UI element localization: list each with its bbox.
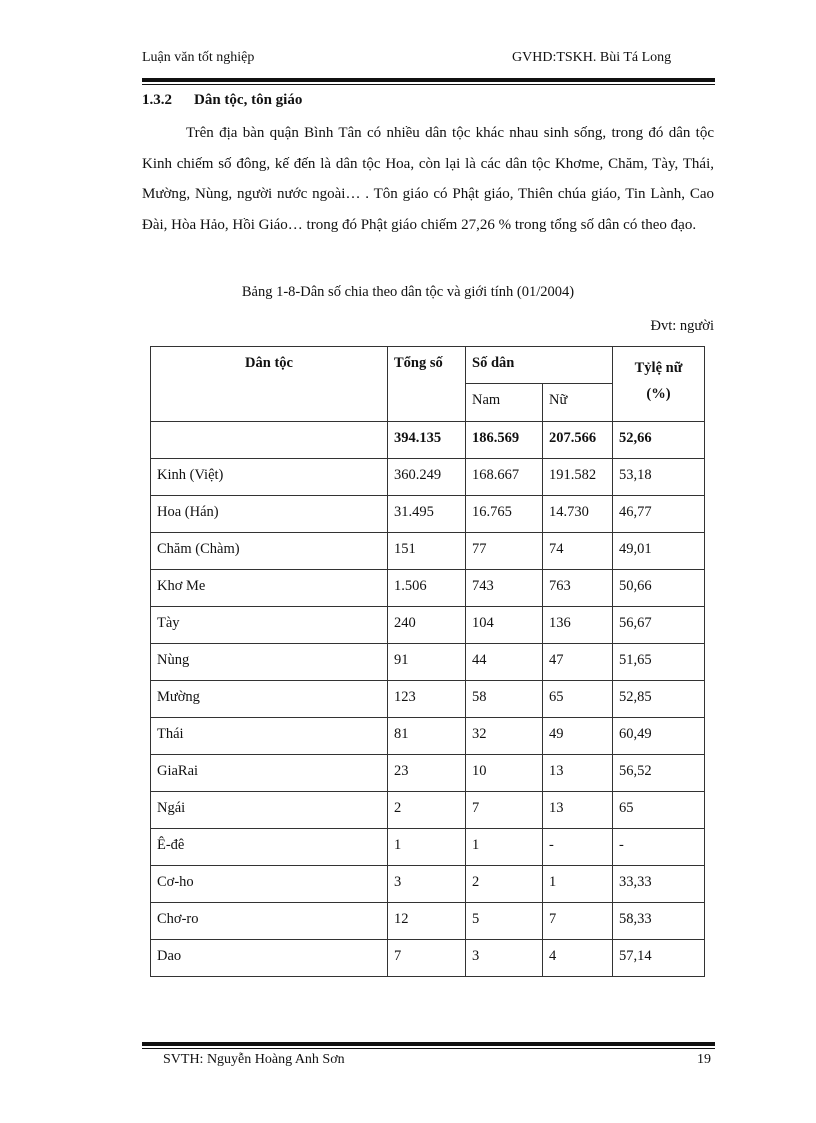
body-paragraph: Trên địa bàn quận Bình Tân có nhiều dân tộc khác nhau sinh sống, trong đó dân tộc Kinh chiếm số đông, kế đến là dân tộc Hoa, còn lại là các dân tộc Khơme, Chăm, Tày, Thái, Mường, Nùng, người nước ngoài… . Tôn giáo có Phật giáo, Thiên chúa giáo, Tin Lành, Cao Đài, Hòa Hảo, Hồi Giáo… trong đó Phật giáo chiếm 27,26 % trong tổng số dân có theo đạo. xyxy=(142,125,714,233)
cell-male: 3 xyxy=(466,940,543,977)
cell-ethnic: Dao xyxy=(151,940,388,977)
section-heading xyxy=(142,92,302,109)
cell-total: 7 xyxy=(388,940,466,977)
cell-female: 13 xyxy=(543,755,613,792)
cell-total: 360.249 xyxy=(388,459,466,496)
table-row xyxy=(151,792,705,829)
cell-total: 123 xyxy=(388,681,466,718)
cell-total: 2 xyxy=(388,792,466,829)
table-row xyxy=(151,570,705,607)
section-number: 1.3.2 xyxy=(142,92,172,108)
footer-student: SVTH: Nguyễn Hoàng Anh Sơn xyxy=(163,1052,345,1067)
cell-total-female: 207.566 xyxy=(543,422,613,459)
cell-ethnic: Cơ-ho xyxy=(151,866,388,903)
table-row xyxy=(151,681,705,718)
population-table xyxy=(150,346,705,977)
header-rule-thin xyxy=(142,84,715,85)
cell-male: 2 xyxy=(466,866,543,903)
cell-ethnic: Ê-đê xyxy=(151,829,388,866)
cell-male: 1 xyxy=(466,829,543,866)
table-row xyxy=(151,903,705,940)
header-ethnic: Dân tộc xyxy=(151,347,388,422)
cell-male: 16.765 xyxy=(466,496,543,533)
cell-total: 31.495 xyxy=(388,496,466,533)
table-row xyxy=(151,940,705,977)
header-total: Tổng số xyxy=(388,347,466,422)
header-female-ratio xyxy=(613,347,705,422)
footer-rule xyxy=(142,1042,715,1046)
cell-total-sum: 394.135 xyxy=(388,422,466,459)
header-population: Số dân xyxy=(466,347,613,384)
header-female-ratio-line2: (%) xyxy=(646,386,671,402)
table-unit: Đvt: người xyxy=(650,318,714,334)
cell-ethnic: Khơ Me xyxy=(151,570,388,607)
cell-ethnic: Ngái xyxy=(151,792,388,829)
cell-ratio: 60,49 xyxy=(613,718,705,755)
cell-ethnic: Chăm (Chàm) xyxy=(151,533,388,570)
cell-total: 1 xyxy=(388,829,466,866)
cell-female: 763 xyxy=(543,570,613,607)
cell-total: 240 xyxy=(388,607,466,644)
cell-male: 104 xyxy=(466,607,543,644)
cell-total-label xyxy=(151,422,388,459)
cell-female: 1 xyxy=(543,866,613,903)
cell-total-ratio: 52,66 xyxy=(613,422,705,459)
cell-total: 151 xyxy=(388,533,466,570)
header-female: Nữ xyxy=(543,384,613,422)
cell-ratio: 56,52 xyxy=(613,755,705,792)
cell-male: 32 xyxy=(466,718,543,755)
cell-ratio: 33,33 xyxy=(613,866,705,903)
page-number: 19 xyxy=(697,1052,711,1067)
cell-ratio: 46,77 xyxy=(613,496,705,533)
header-supervisor: GVHD:TSKH. Bùi Tá Long xyxy=(512,50,672,65)
cell-total: 91 xyxy=(388,644,466,681)
header-thesis-label: Luận văn tốt nghiệp xyxy=(142,50,255,65)
table-caption: Bảng 1-8-Dân số chia theo dân tộc và giới tính (01/2004) xyxy=(241,284,575,300)
cell-female: 4 xyxy=(543,940,613,977)
cell-female: 49 xyxy=(543,718,613,755)
cell-total-male: 186.569 xyxy=(466,422,543,459)
table-row xyxy=(151,459,705,496)
table-row xyxy=(151,829,705,866)
cell-ratio: 57,14 xyxy=(613,940,705,977)
cell-ratio: - xyxy=(613,829,705,866)
cell-male: 5 xyxy=(466,903,543,940)
cell-male: 743 xyxy=(466,570,543,607)
table-row xyxy=(151,644,705,681)
cell-ethnic: Kinh (Việt) xyxy=(151,459,388,496)
cell-ratio: 58,33 xyxy=(613,903,705,940)
cell-ethnic: Hoa (Hán) xyxy=(151,496,388,533)
cell-female: 47 xyxy=(543,644,613,681)
cell-ratio: 56,67 xyxy=(613,607,705,644)
cell-male: 44 xyxy=(466,644,543,681)
cell-female: 191.582 xyxy=(543,459,613,496)
cell-ratio: 51,65 xyxy=(613,644,705,681)
header-male: Nam xyxy=(466,384,543,422)
cell-ethnic: Tày xyxy=(151,607,388,644)
cell-total: 3 xyxy=(388,866,466,903)
cell-female: 74 xyxy=(543,533,613,570)
cell-male: 7 xyxy=(466,792,543,829)
table-row xyxy=(151,755,705,792)
cell-total: 81 xyxy=(388,718,466,755)
cell-male: 168.667 xyxy=(466,459,543,496)
cell-female: 65 xyxy=(543,681,613,718)
cell-female: - xyxy=(543,829,613,866)
table-row xyxy=(151,496,705,533)
section-title: Dân tộc, tôn giáo xyxy=(194,92,303,108)
cell-ratio: 65 xyxy=(613,792,705,829)
header-rule xyxy=(142,78,715,82)
cell-ethnic: Chơ-ro xyxy=(151,903,388,940)
cell-total: 1.506 xyxy=(388,570,466,607)
total-row xyxy=(151,422,705,459)
cell-ethnic: Nùng xyxy=(151,644,388,681)
table-row xyxy=(151,866,705,903)
table-row xyxy=(151,607,705,644)
table-row xyxy=(151,718,705,755)
cell-ethnic: Thái xyxy=(151,718,388,755)
cell-ratio: 52,85 xyxy=(613,681,705,718)
cell-total: 23 xyxy=(388,755,466,792)
cell-total: 12 xyxy=(388,903,466,940)
cell-male: 58 xyxy=(466,681,543,718)
cell-ratio: 53,18 xyxy=(613,459,705,496)
cell-ratio: 49,01 xyxy=(613,533,705,570)
cell-female: 7 xyxy=(543,903,613,940)
header-female-ratio-line1: Tỷlệ nữ xyxy=(634,360,683,376)
cell-ethnic: GiaRai xyxy=(151,755,388,792)
footer-rule-thin xyxy=(142,1048,715,1049)
cell-female: 136 xyxy=(543,607,613,644)
cell-ratio: 50,66 xyxy=(613,570,705,607)
cell-female: 14.730 xyxy=(543,496,613,533)
table-row xyxy=(151,533,705,570)
cell-female: 13 xyxy=(543,792,613,829)
cell-male: 77 xyxy=(466,533,543,570)
cell-ethnic: Mường xyxy=(151,681,388,718)
cell-male: 10 xyxy=(466,755,543,792)
